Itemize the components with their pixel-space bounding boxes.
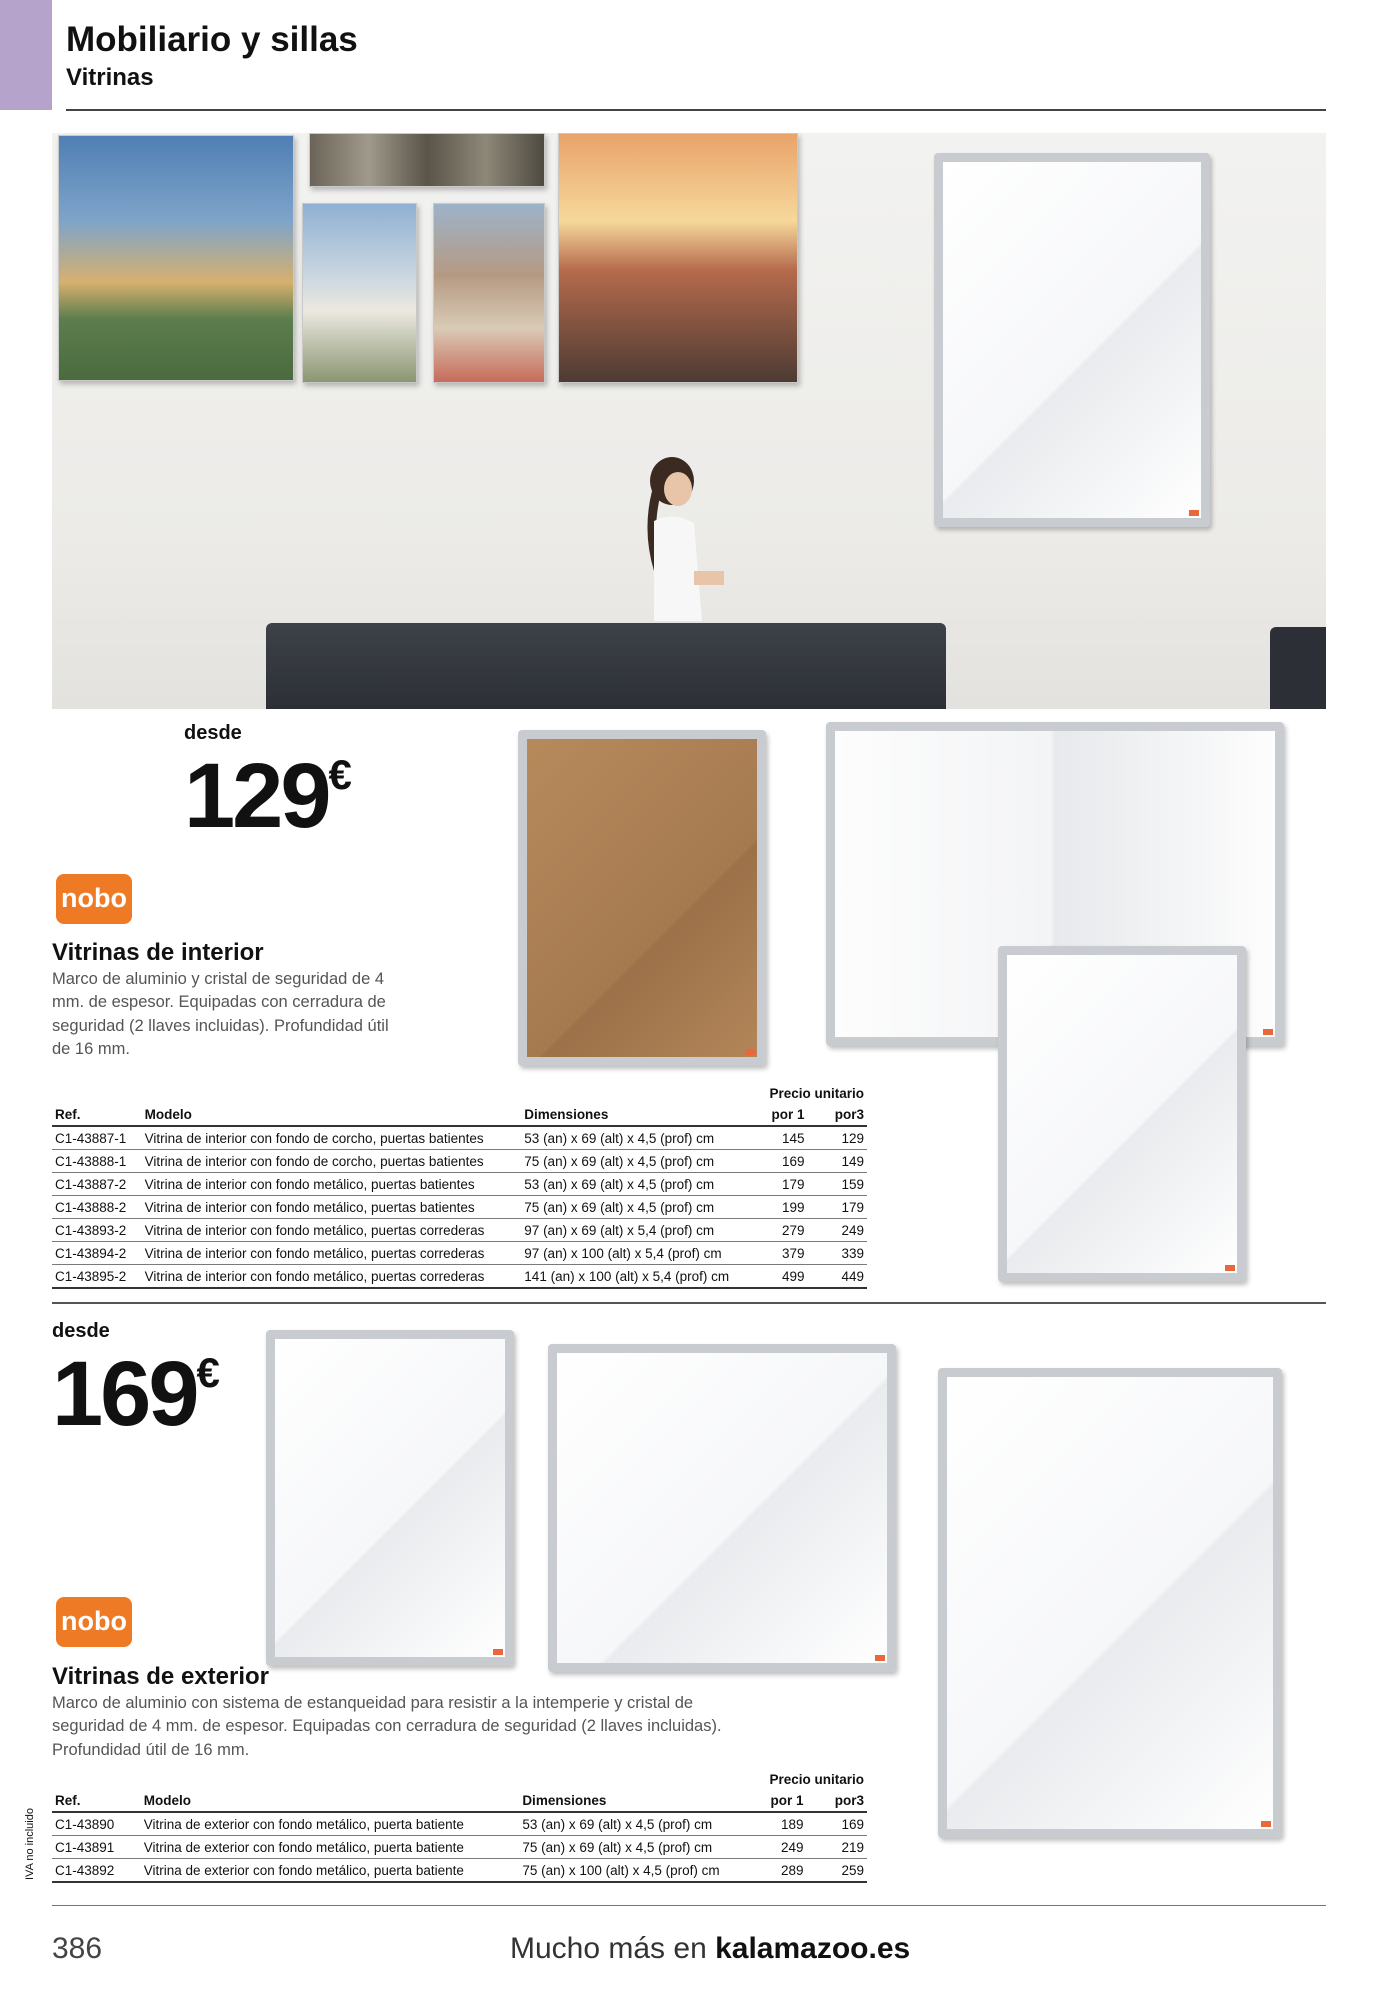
- interior-product-title: Vitrinas de interior: [52, 939, 264, 966]
- col-ref: Ref.: [52, 1104, 142, 1126]
- table-row: C1-43894-2 Vitrina de interior con fondo metálico, puertas correderas 97 (an) x 100 (alt) x 5,4 (prof) cm 379 339: [52, 1242, 867, 1265]
- page-number: 386: [52, 1932, 103, 1965]
- exterior-from-label: desde: [52, 1320, 110, 1342]
- hero-photo: [52, 133, 1326, 709]
- header-divider: [66, 109, 1326, 111]
- exterior-case-small: [266, 1330, 514, 1666]
- table-row: C1-43888-2 Vitrina de interior con fondo metálico, puertas batientes 75 (an) x 69 (alt) x 4,5 (prof) cm 199 179: [52, 1196, 867, 1219]
- col-model: Modelo: [142, 1104, 522, 1126]
- col-price-3: por3: [807, 1790, 867, 1812]
- col-dimensions: Dimensiones: [519, 1790, 747, 1812]
- footer-divider: [52, 1905, 1326, 1906]
- exterior-price: 169€: [52, 1343, 220, 1445]
- nobo-logo: nobo: [56, 1597, 132, 1647]
- table-row: C1-43888-1 Vitrina de interior con fondo de corcho, puertas batientes 75 (an) x 69 (alt) x 4,5 (prof) cm 169 149: [52, 1150, 867, 1173]
- person-reading-illustration: [624, 451, 724, 631]
- col-model: Modelo: [141, 1790, 520, 1812]
- interior-price: 129€: [184, 745, 352, 847]
- page-subtitle: Vitrinas: [66, 64, 154, 91]
- col-price-1: por 1: [747, 1790, 807, 1812]
- col-price-3: por3: [808, 1104, 868, 1126]
- table-row: C1-43895-2 Vitrina de interior con fondo metálico, puertas correderas 141 (an) x 100 (alt) x 5,4 (prof) cm 499 449: [52, 1265, 867, 1289]
- wall-photo-street: [302, 203, 417, 383]
- interior-spec-table: [52, 1082, 867, 1289]
- table-row: C1-43891 Vitrina de exterior con fondo metálico, puerta batiente 75 (an) x 69 (alt) x 4,5 (prof) cm 249 219: [52, 1836, 867, 1859]
- footer-site-link[interactable]: kalamazoo.es: [715, 1932, 911, 1965]
- table-row: C1-43893-2 Vitrina de interior con fondo metálico, puertas correderas 97 (an) x 69 (alt) x 5,4 (prof) cm 279 249: [52, 1219, 867, 1242]
- wall-display-case: [934, 153, 1210, 527]
- vat-note: IVA no incluido: [24, 1808, 36, 1880]
- table-row: C1-43887-2 Vitrina de interior con fondo metálico, puertas batientes 53 (an) x 69 (alt) x 4,5 (prof) cm 179 159: [52, 1173, 867, 1196]
- sofa: [266, 623, 946, 709]
- price-group-header: Precio unitario: [769, 1085, 864, 1101]
- table-row: C1-43892 Vitrina de exterior con fondo metálico, puerta batiente 75 (an) x 100 (alt) x 4,5 (prof) cm 289 259: [52, 1859, 867, 1883]
- col-dimensions: Dimensiones: [521, 1104, 749, 1126]
- interior-product-description: Marco de aluminio y cristal de seguridad de 4 mm. de espesor. Equipadas con cerradura de seguridad (2 llaves incluidas). Profundidad útil de 16 mm.: [52, 970, 389, 1059]
- exterior-product-description: Marco de aluminio con sistema de estanqueidad para resistir a la intemperie y cristal de seguridad de 4 mm. de espesor. Equipadas con cerradura de seguridad (2 llaves incluidas). Profundidad útil de 16 mm.: [52, 1694, 722, 1759]
- wall-photo-windmill: [58, 135, 294, 381]
- price-group-header: Precio unitario: [769, 1771, 864, 1787]
- wall-photo-parade: [433, 203, 545, 383]
- wall-photo-sunset: [558, 133, 798, 383]
- page-title: Mobiliario y sillas: [66, 20, 358, 59]
- wall-photo-building: [309, 133, 545, 187]
- col-ref: Ref.: [52, 1790, 141, 1812]
- nobo-logo: nobo: [56, 874, 132, 924]
- exterior-case-tall: [938, 1368, 1282, 1838]
- table-row: C1-43887-1 Vitrina de interior con fondo de corcho, puertas batientes 53 (an) x 69 (alt) x 4,5 (prof) cm 145 129: [52, 1126, 867, 1150]
- table-row: C1-43890 Vitrina de exterior con fondo metálico, puerta batiente 53 (an) x 69 (alt) x 4,5 (prof) cm 189 169: [52, 1812, 867, 1836]
- exterior-product-title: Vitrinas de exterior: [52, 1663, 269, 1690]
- sofa-side: [1270, 627, 1326, 709]
- section-tab: [0, 0, 52, 110]
- col-price-1: por 1: [749, 1104, 807, 1126]
- cork-display-case: [518, 730, 766, 1066]
- interior-from-label: desde: [184, 722, 242, 744]
- exterior-spec-table: [52, 1768, 867, 1883]
- exterior-case-wide: [548, 1344, 896, 1672]
- section-divider: [52, 1302, 1326, 1304]
- hinged-display-case: [998, 946, 1246, 1282]
- footer-tagline: Mucho más en kalamazoo.es: [510, 1932, 911, 1965]
